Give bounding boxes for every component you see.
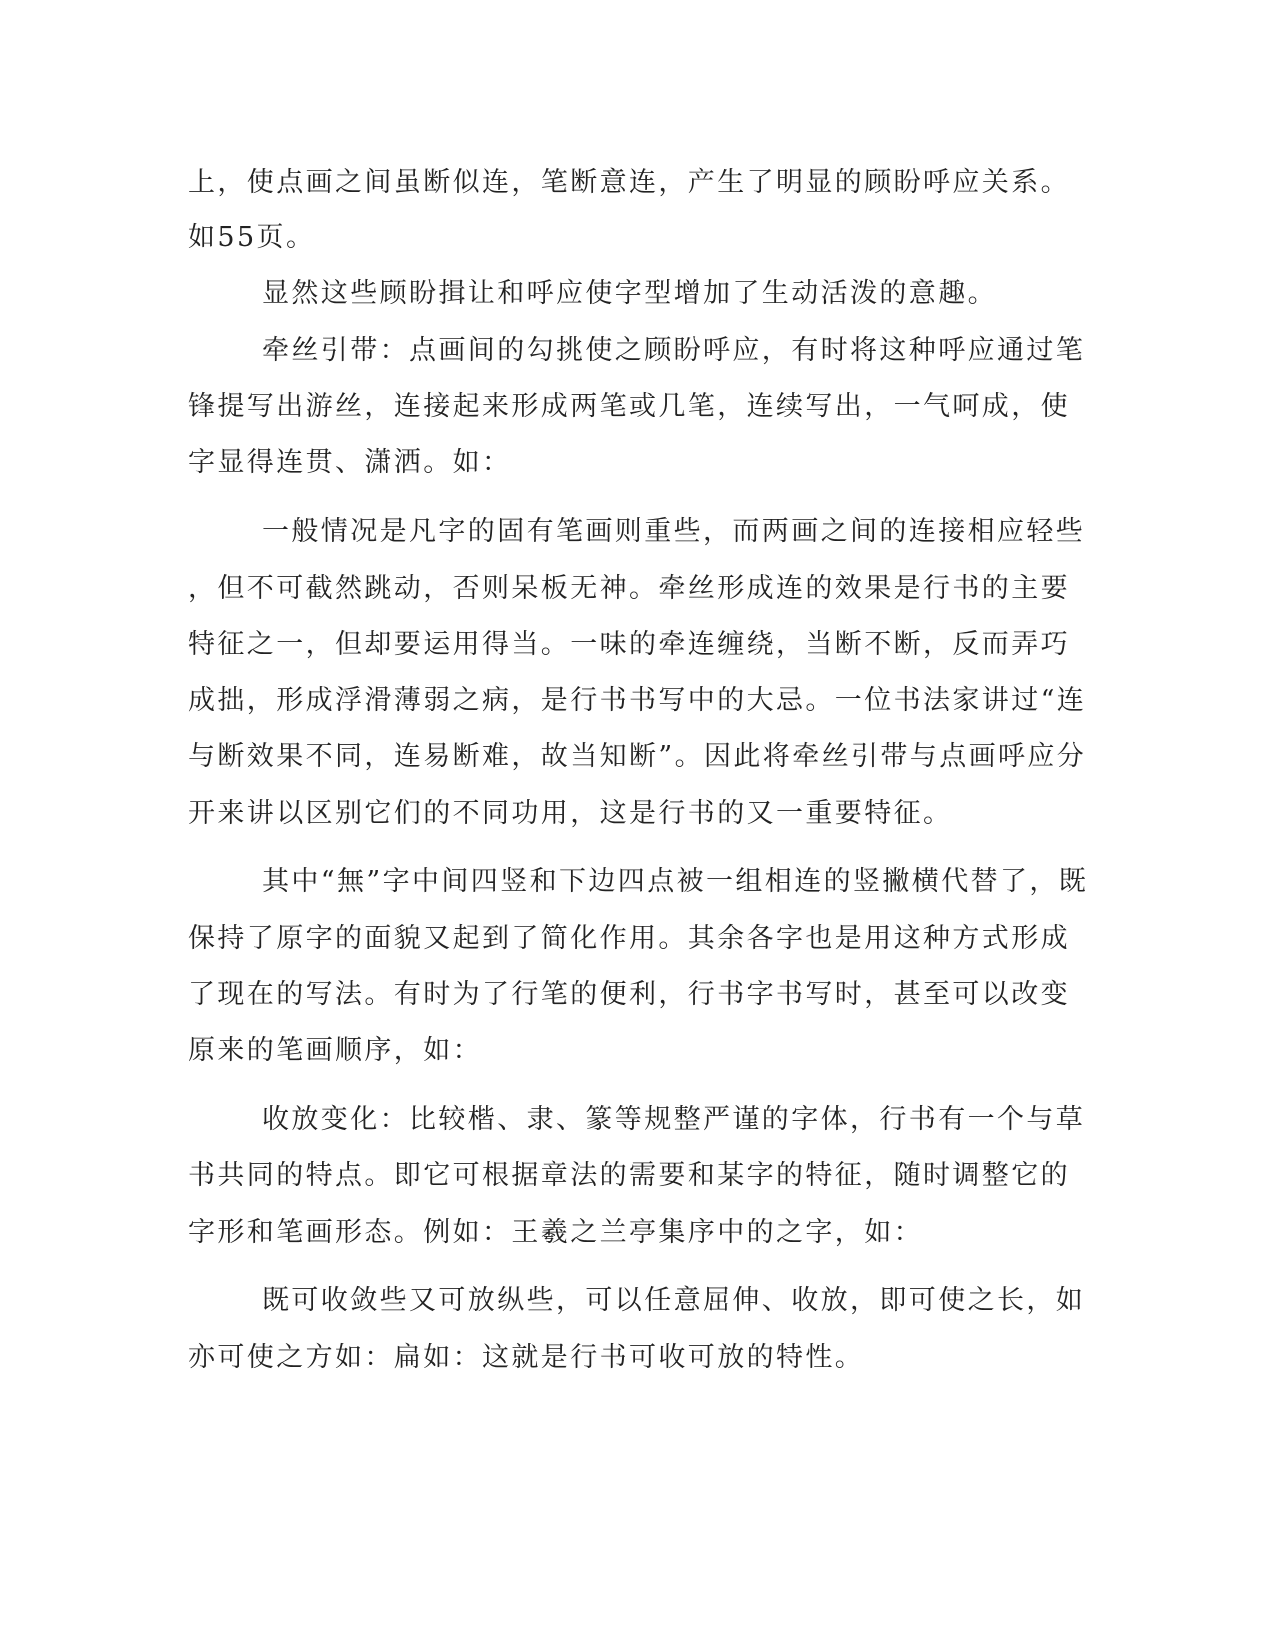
text-line: 牵丝引带：点画间的勾挑使之顾盼呼应，有时将这种呼应通过笔 [262,335,1086,366]
text-line: 开来讲以区别它们的不同功用，这是行书的又一重要特征。 [188,798,953,829]
text-line: 特征之一，但却要运用得当。一味的牵连缠绕，当断不断，反而弄巧 [188,629,1070,660]
text-line: 亦可使之方如：扁如：这就是行书可收可放的特性。 [188,1342,865,1373]
text-line: 其中“無”字中间四竖和下边四点被一组相连的竖撇横代替了，既 [262,866,1089,897]
text-line: ，但不可截然跳动，否则呆板无神。牵丝形成连的效果是行书的主要 [188,573,1070,604]
text-line: 一般情况是凡字的固有笔画则重些，而两画之间的连接相应轻些 [262,516,1086,547]
text-line: 成拙，形成浮滑薄弱之病，是行书书写中的大忌。一位书法家讲过“连 [188,685,1087,716]
text-line: 书共同的特点。即它可根据章法的需要和某字的特征，随时调整它的 [188,1160,1070,1191]
text-line: 原来的笔画顺序，如： [188,1035,482,1066]
text-line: 与断效果不同，连易断难，故当知断”。因此将牵丝引带与点画呼应分 [188,741,1087,772]
text-line: 了现在的写法。有时为了行笔的便利，行书字书写时，甚至可以改变 [188,979,1070,1010]
text-line: 如55页。 [188,222,316,253]
text-line: 上，使点画之间虽断似连，笔断意连，产生了明显的顾盼呼应关系。 [188,167,1070,198]
text-line: 收放变化：比较楷、隶、篆等规整严谨的字体，行书有一个与草 [262,1104,1086,1135]
text-line: 保持了原字的面貌又起到了简化作用。其余各字也是用这种方式形成 [188,923,1070,954]
text-line: 锋提写出游丝，连接起来形成两笔或几笔，连续写出，一气呵成，使 [188,391,1070,422]
text-line: 字形和笔画形态。例如：王羲之兰亭集序中的之字，如： [188,1217,923,1248]
text-line: 既可收敛些又可放纵些，可以任意屈伸、收放，即可使之长，如 [262,1285,1086,1316]
text-line: 字显得连贯、潇洒。如： [188,447,512,478]
text-line: 显然这些顾盼揖让和呼应使字型增加了生动活泼的意趣。 [262,278,997,309]
